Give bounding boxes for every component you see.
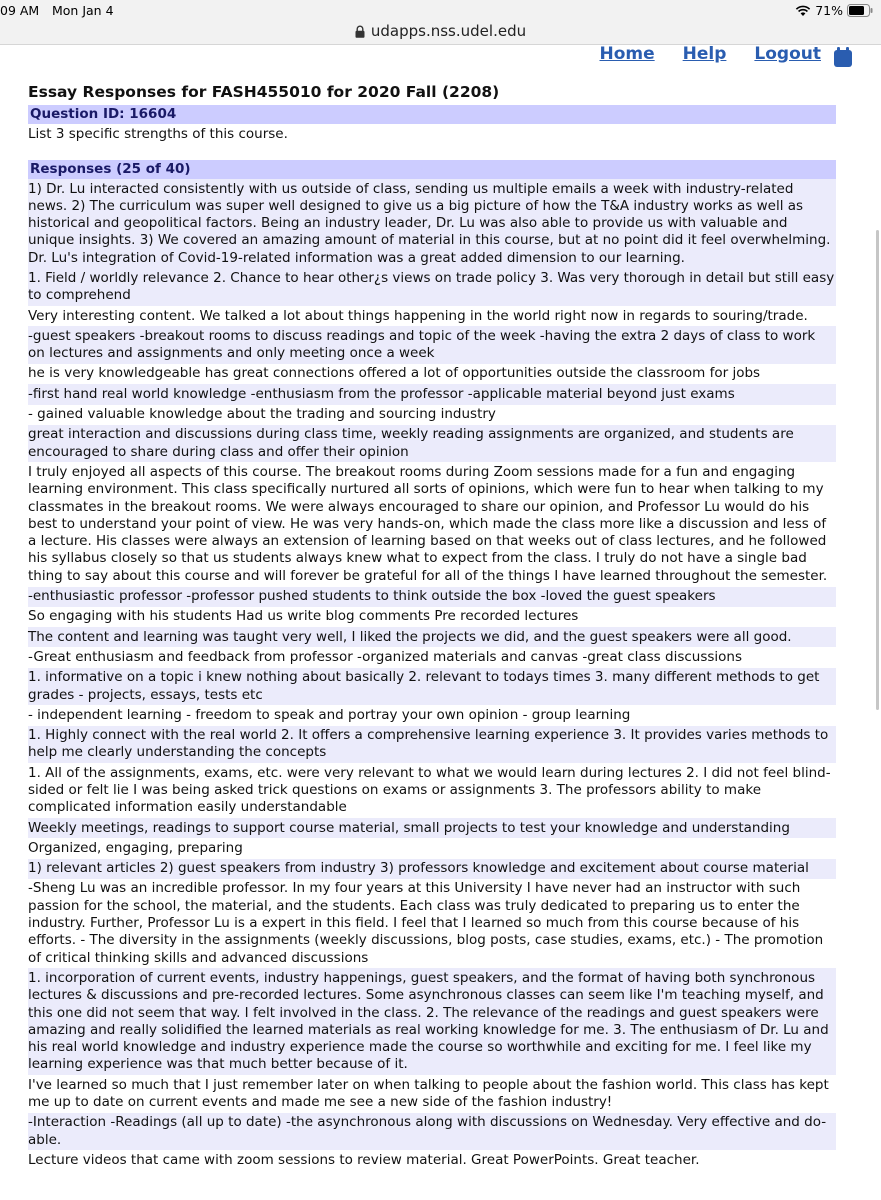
calendar-icon[interactable] bbox=[833, 46, 853, 72]
response-item: - gained valuable knowledge about the trading and sourcing industry bbox=[28, 406, 496, 423]
address-bar[interactable] bbox=[0, 20, 881, 42]
status-indicators bbox=[795, 3, 873, 18]
response-item: -Interaction -Readings (all up to date) -the asynchronous along with discussions on Wednesday. Very effective and do-able. bbox=[28, 1113, 836, 1151]
response-item: -first hand real world knowledge -enthusiasm from the professor -applicable material beyond just exams bbox=[28, 384, 836, 404]
response-item: 1. informative on a topic i knew nothing about basically 2. relevant to todays times 3. many different methods to get grades - projects, essays, tests etc bbox=[28, 668, 836, 706]
page-scrollbar[interactable] bbox=[876, 230, 879, 710]
status-time: 09 AM bbox=[0, 3, 40, 18]
response-item: 1) Dr. Lu interacted consistently with us outside of class, sending us multiple emails a week with industry-related news. 2) The curriculum was super well designed to give us a big picture of how the T&A industry works as well as historical and geopolitical factors. Being an industry leader, Dr. Lu was also able to provide us with valuable and unique insights. 3) We covered an amazing amount of material in this course, but at no point did it feel overwhelming. Dr. Lu's integration of Covid-19-related information was a great added dimension to our learning. bbox=[28, 179, 836, 268]
response-item: Lecture videos that came with zoom sessions to review material. Great PowerPoints. Great teacher. bbox=[28, 1151, 700, 1168]
question-id-header: Question ID: 16604 bbox=[28, 105, 836, 124]
response-item: -Sheng Lu was an incredible professor. In my four years at this University I have never had an instructor with such passion for the school, the material, and the students. Each class was truly dedicated to preparing us to enter the industry. Further, Professor Lu is a expert in this field. I feel that I learned so much from this course because of his efforts. - The diversity in the assignments (weekly discussions, blog posts, case studies, exams, etc.) - The promotion of critical thinking skills and advanced discussions bbox=[28, 880, 824, 966]
battery-percentage: 71% bbox=[815, 3, 843, 18]
wifi-icon bbox=[795, 5, 811, 17]
lock-icon bbox=[355, 25, 365, 38]
response-item: Weekly meetings, readings to support course material, small projects to test your knowledge and understanding bbox=[28, 818, 836, 838]
response-item: So engaging with his students Had us write blog comments Pre recorded lectures bbox=[28, 608, 579, 625]
url-text: udapps.nss.udel.edu bbox=[370, 22, 527, 40]
status-date: Mon Jan 4 bbox=[52, 3, 114, 18]
responses-header: Responses (25 of 40) bbox=[28, 160, 836, 179]
response-item: 1) relevant articles 2) guest speakers from industry 3) professors knowledge and excitement about course material bbox=[28, 859, 836, 879]
top-nav bbox=[599, 44, 821, 64]
page-title: Essay Responses for FASH455010 for 2020 Fall (2208) bbox=[28, 83, 500, 101]
browser-status-bar bbox=[0, 0, 881, 45]
response-item: The content and learning was taught very well, I liked the projects we did, and the guest speakers were all good. bbox=[28, 627, 836, 647]
question-text: List 3 specific strengths of this course. bbox=[28, 126, 288, 142]
response-item: 1. Highly connect with the real world 2. It offers a comprehensive learning experience 3. It provides varies methods to help me clearly understanding the concepts bbox=[28, 726, 836, 764]
logout-link[interactable]: Logout bbox=[754, 44, 821, 64]
response-item: I truly enjoyed all aspects of this course. The breakout rooms during Zoom sessions made for a fun and engaging learning environment. This class specifically nurtured all sorts of opinions, which were fun to hear when talking to my classmates in the breakout rooms. We were always encouraged to share our opinion, and Professor Lu would do his best to understand your point of view. He was very hands-on, which made the class more like a discussion and less of a lecture. His classes were always an extension of learning based on that weeks out of class lectures, and he followed his syllabus closely so that us students always knew what to expect from the class. I truly do not have a single bad thing to say about this course and will forever be grateful for all of the things I have learned throughout the semester. bbox=[28, 463, 828, 584]
battery-icon bbox=[847, 4, 873, 17]
response-item: Very interesting content. We talked a lot about things happening in the world right now in regards to souring/trade. bbox=[28, 307, 808, 324]
response-item: 1. All of the assignments, exams, etc. were very relevant to what we would learn during lectures 2. I did not feel blind-sided or felt lie I was being asked trick questions on exams or assignments 3. The professors ability to make complicated information easily understandable bbox=[28, 764, 831, 816]
response-item: -Great enthusiasm and feedback from professor -organized materials and canvas -great class discussions bbox=[28, 648, 743, 665]
response-item: -enthusiastic professor -professor pushed students to think outside the box -loved the guest speakers bbox=[28, 587, 836, 607]
help-link[interactable]: Help bbox=[682, 44, 727, 64]
response-item: -guest speakers -breakout rooms to discuss readings and topic of the week -having the extra 2 days of class to work on lectures and assignments and only meeting once a week bbox=[28, 326, 836, 364]
response-item: he is very knowledgeable has great connections offered a lot of opportunities outside the classroom for jobs bbox=[28, 365, 761, 382]
response-item: 1. Field / worldly relevance 2. Chance to hear other¿s views on trade policy 3. Was very thorough in detail but still easy to comprehend bbox=[28, 268, 836, 306]
response-item: - independent learning - freedom to speak and portray your own opinion - group learning bbox=[28, 706, 631, 723]
response-item: 1. incorporation of current events, industry happenings, guest speakers, and the format of having both synchronous lectures & discussions and pre-recorded lectures. Some asynchronous classes can seem like I'm teaching myself, and this one did not seem that way. I felt involved in the class. 2. The relevance of the readings and guest speakers were amazing and really solidified the learned materials as real working knowledge for me. 3. The enthusiasm of Dr. Lu and his real world knowledge and industry experience made the course so worthwhile and exciting for me. I feel like my learning experience was that much better because of it. bbox=[28, 968, 836, 1075]
essay-responses-page bbox=[28, 82, 836, 1171]
home-link[interactable]: Home bbox=[599, 44, 655, 64]
response-item: great interaction and discussions during class time, weekly reading assignments are organized, and students are encouraged to share during class and offer their opinion bbox=[28, 425, 836, 463]
response-item: Organized, engaging, preparing bbox=[28, 839, 243, 856]
response-item: I've learned so much that I just remember later on when talking to people about the fashion world. This class has kept me up to date on current events and made me see a new side of the fashion industry! bbox=[28, 1076, 829, 1111]
